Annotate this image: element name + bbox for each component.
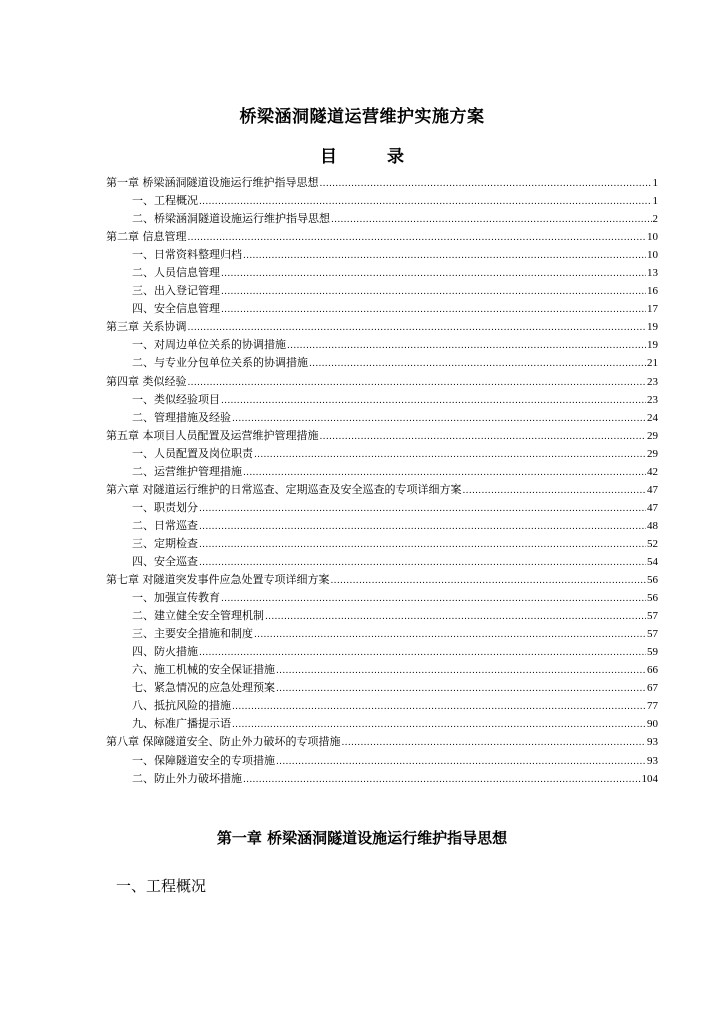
toc-page-number: 77 [647,700,658,713]
toc-dot-leader [232,410,646,428]
toc-page-number: 19 [647,339,658,352]
toc-entry-text: 一、职责划分 [132,500,198,514]
toc-entry-text: 二、运营维护管理措施 [132,464,242,478]
toc-entry-text: 二、与专业分包单位关系的协调措施 [132,356,308,370]
toc-entry-text: 三、出入登记管理 [132,284,220,298]
toc-section-entry[interactable] [106,517,658,535]
toc-dot-leader [199,554,646,572]
toc-chapter-entry[interactable] [106,481,658,499]
toc-entry-text: 二、防止外力破坏措施 [132,771,242,785]
toc-dot-leader [232,698,646,716]
toc-entry-text: 三、定期检查 [132,536,198,550]
toc-page-number: 57 [647,628,658,641]
toc-chapter-entry[interactable] [106,733,658,751]
toc-dot-leader [199,193,652,211]
chapter-heading: 第一章 桥梁涵洞隧道设施运行维护指导思想 [216,829,508,847]
toc-section-entry[interactable] [106,607,658,625]
toc-dot-leader [320,175,652,193]
toc-dot-leader [320,428,647,446]
toc-entry-text: 一、保障隧道安全的专项措施 [132,753,275,767]
toc-section-entry[interactable] [106,715,658,733]
toc-entry-text: 四、防火措施 [132,645,198,659]
toc-page-number: 67 [647,682,658,695]
toc-dot-leader [199,500,646,518]
toc-dot-leader [221,590,646,608]
toc-dot-leader [276,680,646,698]
toc-page-number: 59 [647,646,658,659]
toc-dot-leader [221,392,646,410]
toc-page-number: 2 [652,213,658,226]
toc-entry-text: 第一章 桥梁涵洞隧道设施运行维护指导思想 [106,176,319,189]
toc-section-entry[interactable] [106,391,658,409]
toc-page-number: 24 [647,411,658,424]
toc-page-number: 1 [652,195,658,208]
toc-section-entry[interactable] [106,192,658,210]
toc-entry-text: 二、日常巡查 [132,518,198,532]
toc-entry-text: 一、类似经验项目 [132,392,220,406]
toc-dot-leader [254,446,646,464]
toc-page-number: 10 [647,249,658,262]
toc-page-number: 93 [647,736,658,749]
toc-chapter-entry[interactable] [106,373,658,391]
toc-section-entry[interactable] [106,336,658,354]
toc-entry-text: 一、日常资料整理归档 [132,248,242,262]
toc-section-entry[interactable] [106,264,658,282]
toc-page-number: 56 [647,592,658,605]
toc-section-entry[interactable] [106,661,658,679]
toc-section-entry[interactable] [106,445,658,463]
toc-dot-leader [331,211,652,229]
toc-dot-leader [287,337,646,355]
toc-section-entry[interactable] [106,625,658,643]
toc-page-number: 29 [647,429,658,442]
toc-entry-text: 第三章 关系协调 [106,320,187,334]
toc-page-number: 90 [647,718,658,731]
toc-page-number: 29 [647,447,658,460]
toc-entry-text: 一、工程概况 [132,194,198,208]
toc-section-entry[interactable] [106,210,658,228]
toc-page-number: 47 [647,501,658,514]
toc-entry-text: 一、对周边单位关系的协调措施 [132,338,286,352]
toc-chapter-entry[interactable] [106,571,658,589]
toc-section-entry[interactable] [106,300,658,318]
toc-dot-leader [188,374,647,392]
toc-entry-text: 二、管理措施及经验 [132,410,231,424]
toc-section-entry[interactable] [106,499,658,517]
toc-page-number: 54 [647,555,658,568]
toc-entry-text: 一、人员配置及岗位职责 [132,446,253,460]
toc-entry-text: 六、施工机械的安全保证措施 [132,663,275,677]
toc-entry-text: 二、桥梁涵洞隧道设施运行维护指导思想 [132,212,330,226]
toc-dot-leader [309,355,646,373]
toc-dot-leader [265,608,646,626]
toc-section-entry[interactable] [106,354,658,372]
toc-entry-text: 一、加强宣传教育 [132,591,220,605]
document-title: 桥梁涵洞隧道运营维护实施方案 [239,107,485,127]
toc-dot-leader [463,482,647,500]
toc-section-entry[interactable] [106,589,658,607]
toc-dot-leader [243,464,646,482]
toc-entry-text: 七、紧急情况的应急处理预案 [132,681,275,695]
toc-dot-leader [254,626,646,644]
toc-page-number: 104 [641,772,658,785]
toc-dot-leader [199,518,646,536]
toc-page-number: 57 [647,610,658,623]
toc-section-entry[interactable] [106,697,658,715]
toc-page-number: 17 [647,303,658,316]
toc-page-number: 19 [647,321,658,334]
toc-dot-leader [199,644,646,662]
toc-dot-leader [342,734,647,752]
toc-entry-text: 第四章 类似经验 [106,374,187,388]
toc-page-number: 56 [647,574,658,587]
toc-dot-leader [243,247,646,265]
toc-page-number: 23 [647,375,658,388]
toc-chapter-entry[interactable] [106,318,658,336]
toc-section-entry[interactable] [106,463,658,481]
toc-page-number: 1 [652,177,658,189]
toc-entry-text: 第五章 本项目人员配置及运营维护管理措施 [106,428,319,442]
toc-entry-text: 第二章 信息管理 [106,230,187,244]
toc-dot-leader [232,716,646,734]
toc-title: 目 录 [320,147,426,167]
toc-dot-leader [276,662,646,680]
toc-chapter-entry[interactable] [106,174,658,192]
toc-dot-leader [188,319,647,337]
toc-dot-leader [221,283,646,301]
toc-dot-leader [243,771,641,789]
toc-dot-leader [221,265,646,283]
toc-page-number: 66 [647,664,658,677]
toc-dot-leader [199,536,646,554]
toc-section-entry[interactable] [106,752,658,770]
toc-page-number: 10 [647,231,658,244]
toc-section-entry[interactable] [106,553,658,571]
toc-dot-leader [276,753,646,771]
toc-chapter-entry[interactable] [106,228,658,246]
toc-section-entry[interactable] [106,535,658,553]
toc-entry-text: 九、标准广播提示语 [132,717,231,731]
toc-entry-text: 四、安全巡查 [132,554,198,568]
toc-section-entry[interactable] [106,679,658,697]
toc-entry-text: 第六章 对隧道运行维护的日常巡查、定期巡查及安全巡查的专项详细方案 [106,482,462,496]
toc-page-number: 16 [647,285,658,298]
toc-section-entry[interactable] [106,770,658,788]
toc-entry-text: 四、安全信息管理 [132,302,220,316]
toc-entry-text: 三、主要安全措施和制度 [132,627,253,641]
toc-entry-text: 第八章 保障隧道安全、防止外力破坏的专项措施 [106,735,341,749]
toc-page-number: 13 [647,267,658,280]
toc-entry-text: 八、抵抗风险的措施 [132,699,231,713]
toc-entry-text: 二、人员信息管理 [132,266,220,280]
toc-section-entry[interactable] [106,282,658,300]
toc-section-entry[interactable] [106,409,658,427]
toc-dot-leader [331,572,647,590]
table-of-contents [106,174,658,788]
toc-page-number: 48 [647,519,658,532]
toc-section-entry[interactable] [106,643,658,661]
toc-entry-text: 第七章 对隧道突发事件应急处置专项详细方案 [106,573,330,587]
toc-page-number: 47 [647,483,658,496]
toc-page-number: 23 [647,393,658,406]
toc-dot-leader [221,301,646,319]
toc-page-number: 52 [647,537,658,550]
section-heading: 一、工程概况 [116,877,207,895]
toc-entry-text: 二、建立健全安全管理机制 [132,609,264,623]
toc-dot-leader [188,229,647,247]
toc-section-entry[interactable] [106,246,658,264]
toc-page-number: 93 [647,754,658,767]
toc-page-number: 21 [647,357,658,370]
toc-chapter-entry[interactable] [106,427,658,445]
toc-page-number: 42 [647,465,658,478]
